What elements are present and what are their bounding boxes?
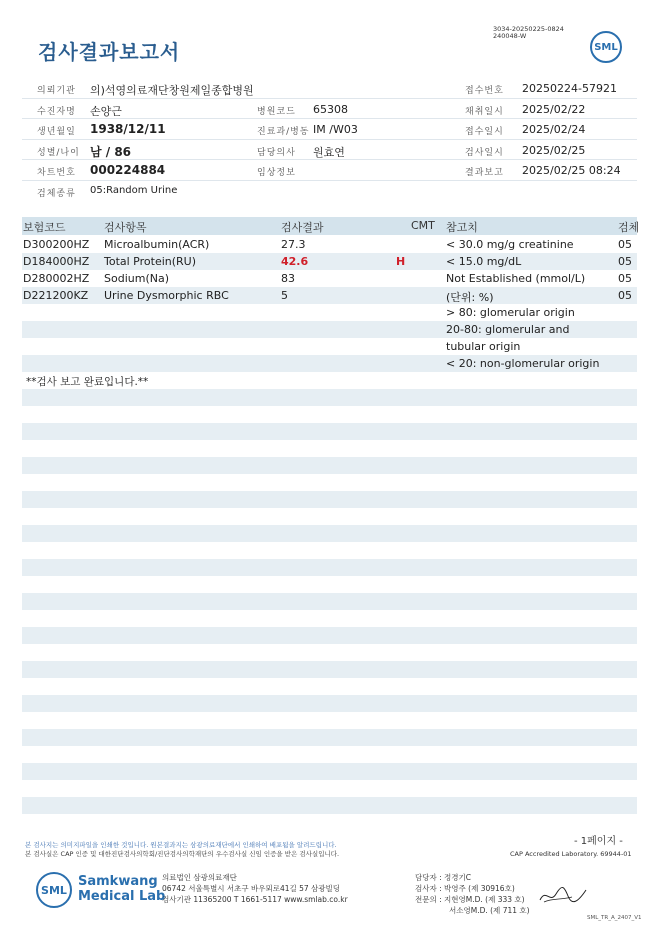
- address-line: 06742 서울특별시 서초구 바우뫼로41길 57 삼광빌딩: [162, 884, 341, 893]
- info-row: [22, 78, 637, 99]
- specimen-code: 05: [618, 255, 632, 268]
- test-item: Sodium(Na): [104, 272, 169, 285]
- insurance-code: D221200KZ: [23, 289, 89, 302]
- patient-name-label: 수진자명: [37, 106, 76, 117]
- empty-row-stripe: [22, 491, 637, 508]
- collection-date-label: 채취일시: [465, 106, 504, 117]
- organization-name: 의료법인 삼광의료재단: [162, 873, 237, 882]
- document-number: 3034-20250225-0824 240048-W: [493, 25, 564, 40]
- empty-row-stripe: [22, 389, 637, 406]
- test-result: 42.6: [281, 255, 309, 268]
- reference-range: < 20: non-glomerular origin: [446, 357, 600, 370]
- table-row: [22, 270, 637, 287]
- signature-icon: [538, 882, 588, 908]
- sex-age-label: 성별/나이: [37, 147, 80, 158]
- patient-name-value: 손양근: [90, 104, 122, 118]
- high-flag: H: [396, 255, 406, 268]
- results-table-header: [22, 217, 640, 235]
- chart-number-value: 000224884: [90, 163, 166, 178]
- info-row: [22, 181, 637, 202]
- test-result: 27.3: [281, 238, 306, 251]
- insurance-code: D300200HZ: [23, 238, 90, 251]
- completion-note: **검사 보고 완료입니다.**: [26, 376, 149, 388]
- contact-line: 검사기관 11365200 T 1661-5117 www.smlab.co.kr: [162, 895, 348, 904]
- info-row: [22, 119, 637, 140]
- table-row: [22, 253, 637, 270]
- reference-range: < 30.0 mg/g creatinine: [446, 238, 574, 251]
- organization-address: [162, 872, 348, 905]
- empty-row-stripe: [22, 525, 637, 542]
- physician-value: 원효연: [313, 145, 345, 159]
- header-specimen: 검체: [618, 221, 640, 234]
- specimen-type-label: 검체종류: [37, 188, 76, 199]
- reference-range: tubular origin: [446, 340, 521, 353]
- empty-row-stripe: [22, 423, 637, 440]
- test-item: Microalbumin(ACR): [104, 238, 210, 251]
- department-ward-label: 진료과/병동: [257, 127, 310, 138]
- specimen-code: 05: [618, 272, 632, 285]
- form-code: SML_TR_A_2407_V1: [587, 915, 642, 921]
- receipt-date-label: 접수일시: [465, 127, 504, 138]
- receipt-number-label: 접수번호: [465, 86, 504, 96]
- empty-row-stripe: [22, 457, 637, 474]
- info-row: [22, 140, 637, 161]
- test-result: 83: [281, 272, 295, 285]
- info-row: [22, 160, 637, 181]
- birth-date-label: 생년월일: [37, 127, 76, 138]
- notice-line: 본 검사지는 의미지파일을 인쇄한 것입니다. 원본결과지는 삼광의료재단에서 인쇄하여 배포됨을 알려드립니다.: [25, 841, 337, 849]
- report-date-label: 결과보고: [465, 168, 504, 179]
- department-ward-value: IM /W03: [313, 123, 358, 137]
- hospital-code-label: 병원코드: [257, 106, 296, 117]
- header-test-result: 검사결과: [281, 221, 324, 234]
- empty-row-stripe: [22, 695, 637, 712]
- sml-logo: SML: [590, 31, 622, 63]
- empty-row-stripe: [22, 763, 637, 780]
- physician-label: 담당의사: [257, 147, 296, 158]
- report-date-value: 2025/02/25 08:24: [522, 164, 621, 178]
- header-test-item: 검사항목: [104, 221, 147, 234]
- patient-info-table: [22, 78, 637, 202]
- page-number: - 1페이지 -: [574, 836, 623, 847]
- test-item: Total Protein(RU): [104, 255, 197, 268]
- sex-age-value: 남 / 86: [90, 144, 132, 159]
- requesting-institution-value: 의)석영의료재단창원제일종합병원: [90, 84, 254, 97]
- chart-number-label: 차트번호: [37, 168, 76, 179]
- insurance-code: D280002HZ: [23, 272, 90, 285]
- specimen-code: 05: [618, 289, 632, 302]
- hospital-code-value: 65308: [313, 102, 348, 116]
- test-date-value: 2025/02/25: [522, 143, 586, 157]
- header-reference-range: 참고치: [446, 221, 478, 234]
- table-row: [22, 304, 637, 321]
- info-row: [22, 99, 637, 120]
- empty-row-stripe: [22, 661, 637, 678]
- empty-row-stripe: [22, 729, 637, 746]
- cap-accreditation: CAP Accredited Laboratory. 69944-01: [510, 850, 632, 858]
- staff-row: 전문의 : 지현영M.D. (제 333 호): [415, 895, 525, 904]
- staff-row: 담당자 : 정경기C: [415, 873, 472, 882]
- table-row: [22, 236, 637, 253]
- sml-footer-logo: SML: [36, 872, 72, 908]
- collection-date-value: 2025/02/22: [522, 102, 586, 116]
- results-table-body: [22, 236, 637, 372]
- reference-range: < 15.0 mg/dL: [446, 255, 522, 268]
- reference-range: Not Established (mmol/L): [446, 272, 586, 285]
- report-notice: [25, 841, 339, 859]
- insurance-code: D184000HZ: [23, 255, 90, 268]
- staff-row: 검사자 : 박영주 (제 30916호): [415, 884, 515, 893]
- empty-row-stripe: [22, 797, 637, 814]
- reference-range: 20-80: glomerular and: [446, 323, 570, 336]
- specimen-code: 05: [618, 238, 632, 251]
- test-item: Urine Dysmorphic RBC: [104, 289, 229, 302]
- table-row: [22, 338, 637, 355]
- birth-date-value: 1938/12/11: [90, 122, 166, 137]
- receipt-number-value: 20250224-57921: [522, 82, 617, 95]
- table-row: [22, 355, 637, 372]
- table-row: [22, 287, 637, 304]
- empty-row-stripe: [22, 559, 637, 576]
- reference-range: (단위: %): [446, 291, 494, 304]
- header-insurance-code: 보험코드: [23, 221, 66, 234]
- table-row: [22, 321, 637, 338]
- clinical-info-label: 임상정보: [257, 168, 296, 179]
- report-title: 검사결과보고서: [38, 40, 181, 64]
- test-result: 5: [281, 289, 288, 302]
- test-date-label: 검사일시: [465, 147, 504, 158]
- notice-line: 본 검사실은 CAP 인증 및 대한진단검사의학회/진단검사의학재단의 우수검사실 신임 인증을 받은 검사실입니다.: [25, 850, 340, 858]
- reference-range: > 80: glomerular origin: [446, 306, 575, 319]
- requesting-institution-label: 의뢰기관: [37, 86, 76, 96]
- brand-name: Samkwang Medical Lab: [78, 874, 166, 904]
- receipt-date-value: 2025/02/24: [522, 123, 586, 137]
- empty-row-stripe: [22, 593, 637, 610]
- staff-list: [415, 872, 530, 916]
- header-cmt: CMT: [411, 219, 435, 232]
- specimen-type-value: 05:Random Urine: [90, 184, 178, 196]
- staff-row: 서소영M.D. (제 711 호): [449, 906, 530, 915]
- empty-row-stripe: [22, 627, 637, 644]
